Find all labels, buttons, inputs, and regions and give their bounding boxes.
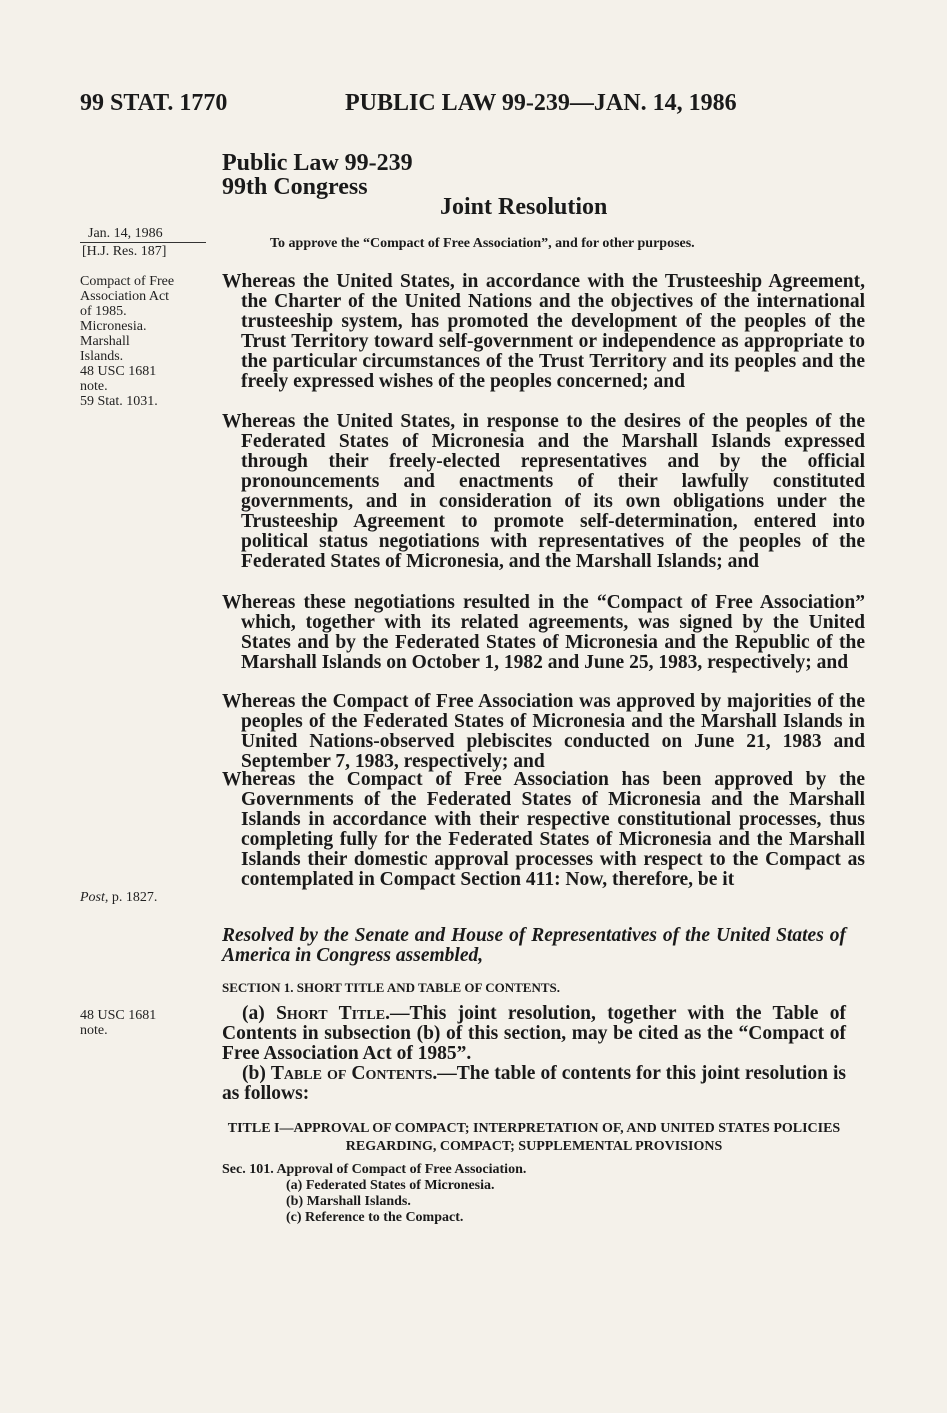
toc-entry: (b) Marshall Islands. — [286, 1194, 411, 1209]
subsection-text: .—The table of contents for this joint resolution is as follows: — [222, 1063, 846, 1104]
whereas-clause: Whereas these negotiations resulted in the “Compact of Free Association” which, together with its related agreements, was signed by the United States and by the Federated States of Micronesia and the Republic of the Marshall Islands on October 1, 1982 and June 25, 1983, respectively; and — [222, 592, 865, 673]
page-stat-number: 99 STAT. 1770 — [80, 90, 228, 116]
margin-post-italic: Post, — [80, 890, 109, 905]
margin-note: Micronesia. — [80, 319, 147, 334]
toc-entry: (c) Reference to the Compact. — [286, 1210, 464, 1225]
public-law-number: Public Law 99-239 — [222, 150, 413, 176]
toc-title: TITLE I—APPROVAL OF COMPACT; INTERPRETATION OF, AND UNITED STATES POLICIES REGARDING, COMPACT; SUPPLEMENTAL PROVISIONS — [227, 1121, 841, 1154]
margin-note: note. — [80, 379, 108, 394]
margin-date: Jan. 14, 1986 — [88, 226, 163, 241]
toc-entry: (a) Federated States of Micronesia. — [286, 1178, 495, 1193]
margin-note: 48 USC 1681 — [80, 364, 157, 379]
subsection-caption: Table of Contents — [270, 1063, 433, 1084]
margin-post-page: p. 1827. — [108, 890, 158, 905]
margin-divider — [80, 242, 206, 243]
purpose-line: To approve the “Compact of Free Association”, and for other purposes. — [270, 236, 695, 251]
whereas-clause: Whereas the United States, in accordance with the Trusteeship Agreement, the Charter of the United Nations and the objectives of the international trusteeship system, has promoted the development of the peoples of the Trust Territory toward self-government or independence as appropriate to the particular circumstances of the Trust Territory and its peoples and the freely expressed wishes of the peoples concerned; and — [222, 271, 865, 392]
margin-note: Compact of Free — [80, 274, 175, 289]
running-header: PUBLIC LAW 99-239—JAN. 14, 1986 — [345, 90, 737, 116]
subsection-label: (b) — [242, 1063, 271, 1084]
margin-resolution: [H.J. Res. 187] — [82, 244, 167, 259]
toc-entry: Sec. 101. Approval of Compact of Free Association. — [222, 1162, 527, 1177]
margin-note: note. — [80, 1023, 108, 1038]
subsection-b — [222, 1064, 846, 1104]
resolving-clause: Resolved by the Senate and House of Representatives of the United States of America in Congress assembled, — [222, 925, 846, 966]
margin-post-reference — [80, 890, 157, 905]
margin-note: of 1985. — [80, 304, 127, 319]
margin-usc-note — [80, 1008, 156, 1038]
whereas-clause: Whereas the Compact of Free Association was approved by majorities of the peoples of the Federated States of Micronesia and the Marshall Islands in United Nations-observed plebiscites conducted on June 21, 1983 and September 7, 1983, respectively; and — [222, 691, 865, 772]
margin-note: Association Act — [80, 289, 170, 304]
congress-label: 99th Congress — [222, 174, 368, 200]
margin-note: 59 Stat. 1031. — [80, 394, 158, 409]
subsection-caption: Short Title — [276, 1003, 386, 1024]
whereas-clause: Whereas the Compact of Free Association has been approved by the Governments of the Federated States of Micronesia and the Marshall Islands in accordance with their respective constitutional processes, thus completing fully for the Federated States of Micronesia and the Marshall Islands their domestic approval processes with respect to the Compact as contemplated in Compact Section 411: Now, therefore, be it — [222, 769, 865, 890]
subsection-text: .—This joint resolution, together with the Table of Contents in subsection (b) of this section, may be cited as the “Compact of Free Association Act of 1985”. — [222, 1003, 846, 1064]
subsection-label: (a) — [242, 1003, 277, 1024]
subsection-a — [222, 1004, 846, 1064]
whereas-clause: Whereas the United States, in response to the desires of the peoples of the Federated States of Micronesia and the Marshall Islands expressed through their freely-elected representatives and by the official pronouncements and enactments of their lawfully constituted governments, and in consideration of its own obligations under the Trusteeship Agreement to promote self-determination, entered into political status negotiations with representatives of the peoples of the Federated States of Micronesia, and the Marshall Islands; and — [222, 411, 865, 572]
margin-note: Islands. — [80, 349, 124, 364]
document-title: Joint Resolution — [440, 194, 608, 220]
margin-note: 48 USC 1681 — [80, 1008, 157, 1023]
margin-note: Marshall — [80, 334, 130, 349]
margin-notes — [80, 274, 174, 409]
section-heading: SECTION 1. SHORT TITLE AND TABLE OF CONTENTS. — [222, 980, 561, 995]
